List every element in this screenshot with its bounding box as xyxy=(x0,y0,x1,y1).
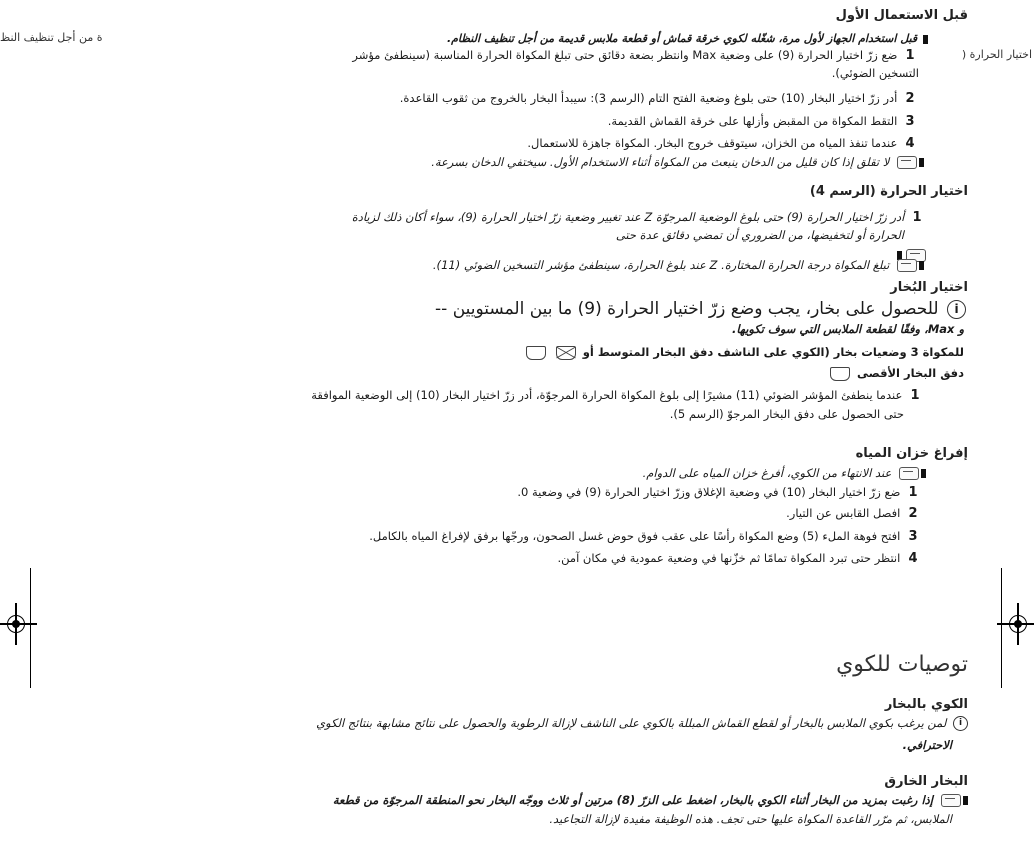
step-number: 3 xyxy=(908,529,918,544)
step-emptying-3: 3 افتح فوهة الملء (5) وضع المكواة رأسًا على عقب فوق حوض غسل الصحون، ورجّها برفق لإفراغ المياه بالكامل. xyxy=(369,529,922,544)
section-heading-before-first-use: قبل الاستعمال الأول xyxy=(835,8,968,23)
section-heading-emptying: إفراغ خزان المياه xyxy=(855,446,968,461)
cut-off-overlap-text: ة من أجل تنظيف النظ xyxy=(0,31,103,44)
bullet-square-icon xyxy=(919,261,924,270)
crop-line-left xyxy=(30,568,31,688)
steam-info-big-line: i للحصول على بخار، يجب وضع زرّ اختيار الحرارة (9) ما بين المستويين -- xyxy=(435,299,966,319)
section-heading-temperature: اختيار الحرارة (الرسم 4) xyxy=(809,184,968,199)
step-number: 1 xyxy=(910,388,920,403)
page-title-recommendations: توصيات للكوي xyxy=(836,652,968,677)
step-number: 4 xyxy=(908,551,918,566)
note-emptying: عند الانتهاء من الكوي، أفرغ خزان المياه على الدوام. xyxy=(643,466,926,481)
bullet-square-icon xyxy=(963,796,968,805)
step-emptying-1: 1 ضع زرّ اختيار البخار (10) في وضعية الإغلاق وزرّ اختيار الحرارة (9) في وضعية 0. xyxy=(517,485,922,500)
step-steam-1-line2: حتى الحصول على دفق البخار المرجوّ (الرسم 5). xyxy=(669,407,904,421)
step-emptying-2: 2 افصل القابس عن التيار. xyxy=(786,506,922,521)
info-icon: i xyxy=(947,300,966,319)
step-number: 4 xyxy=(905,136,915,151)
crop-line-right xyxy=(1001,568,1002,688)
note-before-smoke: لا تقلق إذا كان قليل من الدخان ينبعث من المكواة أثناء الاستخدام الأول. سيختفي الدخان بسرعة. xyxy=(431,155,924,170)
bullet-square-icon xyxy=(921,469,926,478)
step-temperature-1-line2: الحرارة أو لتخفيضها، من الضروري أن تمضي دقائق عدة حتى xyxy=(615,228,904,242)
steam-modes-line: للمكواة 3 وضعيات بخار (الكوي على الناشف دفق البخار المتوسط أو xyxy=(523,345,964,360)
step-number: 1 xyxy=(908,485,918,500)
steam-max-line: و Max، وفقًا لقطعة الملابس التي سوف تكويها. xyxy=(732,322,964,336)
step-before-4: 4 عندما تنفذ المياه من الخزان، سيتوقف خروج البخار. المكواة جاهزة للاستعمال. xyxy=(527,136,919,151)
super-steam-line2: الملابس، ثم مرّر القاعدة المكواة عليها حتى تجف. هذه الوظيفة مفيدة لإزالة التجاعيد. xyxy=(549,812,952,826)
max-steam-icon xyxy=(830,367,850,381)
medium-steam-icon xyxy=(526,346,546,360)
registration-mark-left-icon xyxy=(3,611,29,637)
step-before-1-line1: 1 ضع زرّ اختيار الحرارة (9) على وضعية Max وانتظر بضعة دقائق حتى تبلغ المكواة الحرارة المناسبة (سينطفئ مؤشر xyxy=(352,48,919,63)
steam-modes-line2: دفق البخار الأقصى xyxy=(827,366,964,381)
step-number: 2 xyxy=(908,506,918,521)
note-hand-icon xyxy=(899,467,919,480)
registration-mark-right-icon xyxy=(1005,611,1031,637)
step-emptying-4: 4 انتظر حتى تبرد المكواة تمامًا ثم خزّنها في وضعية عمودية في مكان آمن. xyxy=(558,551,923,566)
step-before-2: 2 أدر زرّ اختيار البخار (10) حتى بلوغ وضعية الفتح التام (الرسم 3): سيبدأ البخار بالخروج من ثقوب القاعدة. xyxy=(400,91,919,106)
steam-ironing-line2: الاحترافي. xyxy=(902,738,952,752)
section-heading-super-steam: البخار الخارق xyxy=(884,774,968,789)
step-temperature-1-line1: 1 أدر زرّ اختيار الحرارة (9) حتى بلوغ الوضعية المرجوّة Z عند تغيير وضعية زرّ اختيار الحرارة (9)، سواء أكان ذلك لزيادة xyxy=(352,210,926,225)
dry-iron-icon xyxy=(556,346,576,360)
info-icon: i xyxy=(953,716,968,731)
step-before-3: 3 التقط المكواة من المقبض وأزلها على خرقة القماش القديمة. xyxy=(608,114,919,129)
bullet-square-icon xyxy=(923,35,928,44)
note-hand-icon xyxy=(941,794,961,807)
step-number: 3 xyxy=(905,114,915,129)
steam-ironing-line1: i لمن يرغب بكوي الملابس بالبخار أو لقطع القماش المبللة بالكوي على الناشف لإزالة الرطوبة والحصول على نتائج مشابهة بنتائج الكوي xyxy=(316,716,968,731)
bullet-square-icon xyxy=(919,158,924,167)
note-hand-icon xyxy=(897,156,917,169)
section-heading-steam-ironing: الكوي بالبخار xyxy=(884,697,968,712)
section-heading-steam: اختيار البُخار xyxy=(890,280,968,295)
cut-off-right-text: اختيار الحرارة ( xyxy=(961,48,1032,61)
super-steam-line1: إذا رغبت بمزيد من البخار أثناء الكوي بالبخار، اضغط على الزرّ (8) مرتين أو ثلاث ووجّه البخار نحو المنطقة المرجوّة من قطعة xyxy=(333,793,968,808)
note-temperature: تبلغ المكواة درجة الحرارة المختارة. Z عند بلوغ الحرارة، سينطفئ مؤشر التسخين الضوئي (11). xyxy=(433,258,924,273)
step-number: 1 xyxy=(905,48,915,63)
intro-text: قبل استخدام الجهاز لأول مرة، شغّله لكوي خرقة قماش أو قطعة ملابس قديمة من أجل تنظيف النظام. xyxy=(447,31,928,46)
step-number: 2 xyxy=(905,91,915,106)
step-before-1-line2: التسخين الضوئي). xyxy=(831,66,919,80)
note-hand-icon xyxy=(897,259,917,272)
step-number: 1 xyxy=(912,210,922,225)
step-steam-1-line1: 1 عندما ينطفئ المؤشر الضوئي (11) مشيرًا إلى بلوغ المكواة الحرارة المرجوّة، أدر زرّ اختيار البخار (10) إلى الوضعية الموافقة xyxy=(311,388,924,403)
